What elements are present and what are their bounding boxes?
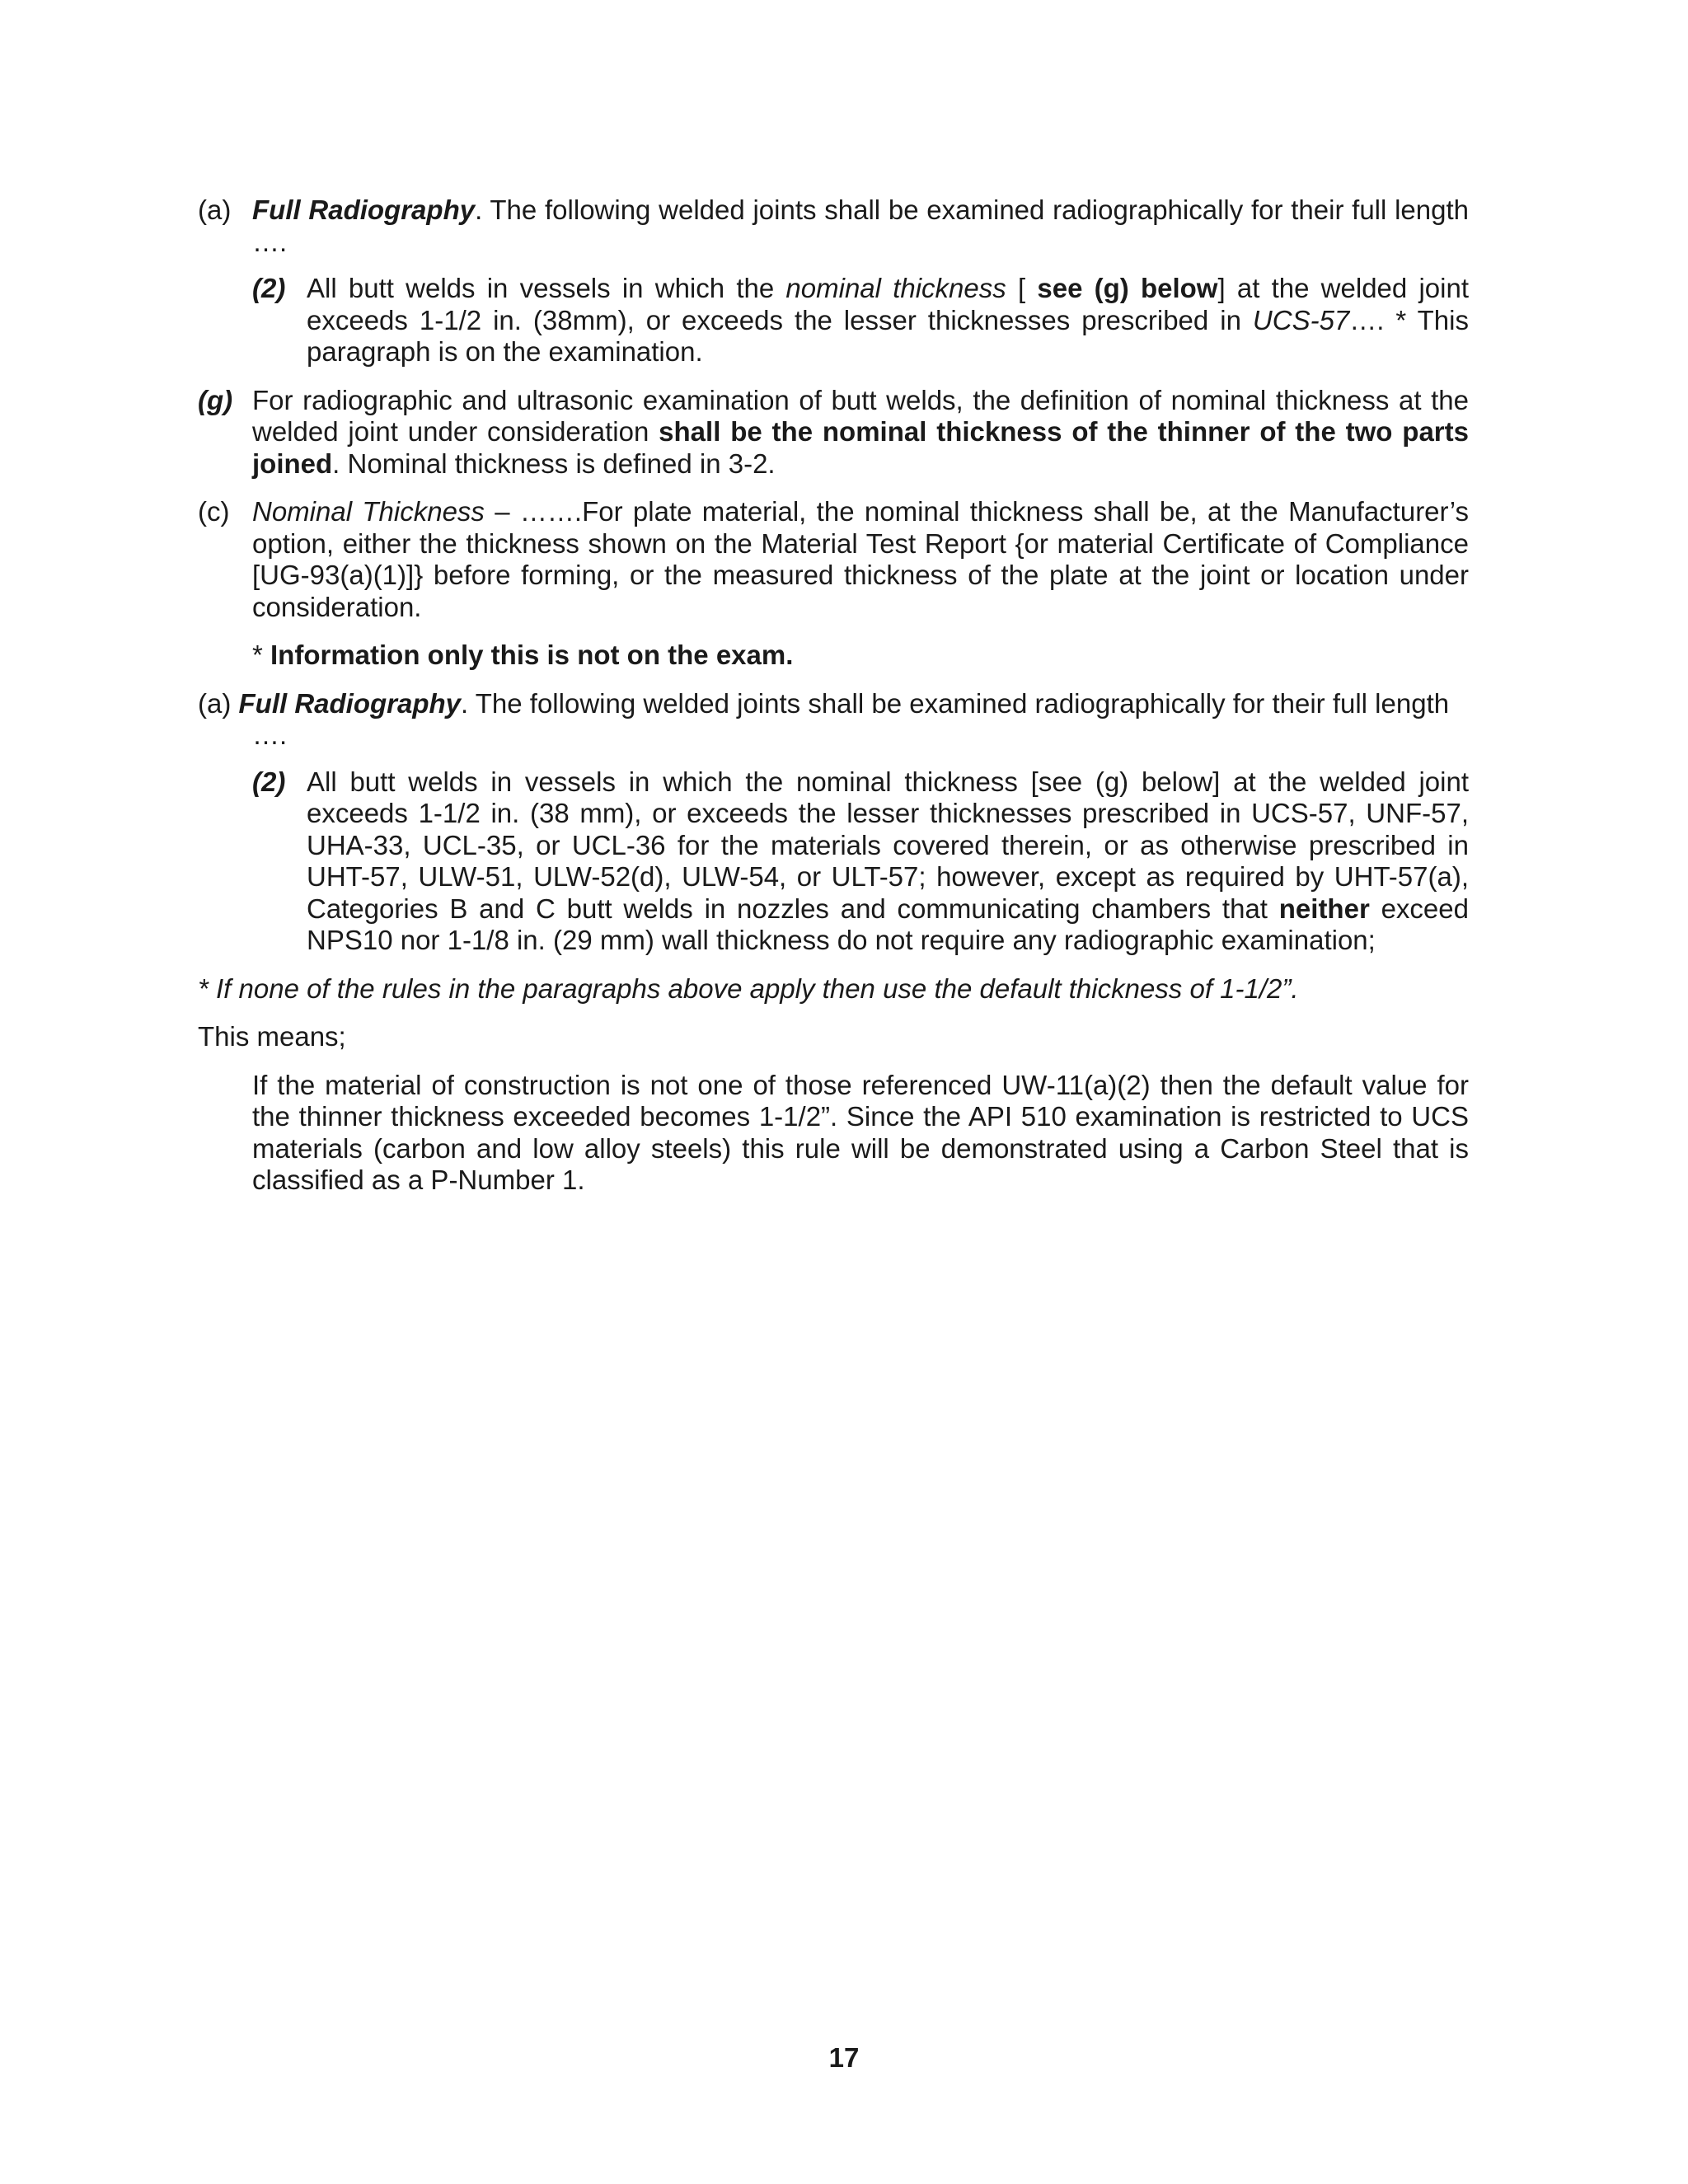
paragraph-label: (c) — [198, 496, 230, 527]
paragraph-body — [252, 194, 1469, 258]
note-text: Information only this is not on the exam. — [270, 640, 794, 670]
text-run: exceed NPS10 nor 1-1/8 in. (29 mm) wall thickness do not require any radiographic examination; — [307, 893, 1469, 955]
this-means-label: This means; — [198, 1021, 346, 1052]
explanation-paragraph: If the material of construction is not one of those referenced UW-11(a)(2) then the default value for the thinner thickness exceeded becomes 1-1/2”. Since the API 510 examination is restricted to UCS materials (carbon and low alloy steels) this rule will be demonstrated using a Carbon Steel that is classified as a P-Number 1. — [252, 1069, 1469, 1195]
note-asterisk: * — [252, 640, 271, 670]
text-run: All butt welds in vessels in which the nominal thickness [see (g) below] at the welded joint exceeds 1-1/2 in. (38 mm), or exceeds the lesser thicknesses prescribed in UCS-57, UNF-57, UHA-33, UCL-35, or UCL-36 for the materials covered therein, or as otherwise prescribed in UHT-57, ULW-51, ULW-52(d), ULW-54, or ULT-57; however, except as required by UHT-57(a), Categories B and C butt welds in nozzles and communicating chambers that — [307, 766, 1469, 924]
text-run: …. * This paragraph is on the examination. — [307, 304, 1469, 367]
text-run-bold: shall be the nominal thickness of the thinner of the two parts joined — [252, 416, 1469, 479]
information-note — [252, 640, 1469, 672]
default-thickness-note: * If none of the rules in the paragraphs above apply then use the default thickness of 1-1/2”. — [198, 972, 1299, 1004]
paragraph-body — [252, 385, 1469, 480]
paragraph-continuation: …. — [252, 719, 288, 750]
subparagraph-body — [307, 766, 1469, 957]
paragraph-body — [252, 496, 1469, 623]
subparagraph-label: (2) — [252, 273, 286, 303]
text-run-italic: nominal thickness — [785, 273, 1006, 303]
text-run: All butt welds in vessels in which the — [307, 273, 786, 303]
text-run: For radiographic and ultrasonic examination of butt welds, the definition of nominal thickness at the welded joint under consideration — [252, 384, 1469, 447]
text-run: – …….For plate material, the nominal thickness shall be, at the Manufacturer’s option, either the thickness shown on the Material Test Report {or material Certificate of Compliance [UG-93(a)(1)]} before forming, or the measured thickness of the plate at the joint or location under consideration. — [252, 496, 1469, 622]
text-run-italic: Nominal Thickness — [252, 496, 485, 527]
paragraph-g — [198, 385, 1469, 480]
subparagraph-body — [307, 273, 1469, 368]
document-body — [198, 194, 1469, 1197]
text-run: [ — [1006, 273, 1038, 303]
text-run-bold: neither — [1278, 893, 1370, 924]
text-run: . Nominal thickness is defined in 3-2. — [332, 448, 776, 479]
paragraph-c-nominal-thickness — [198, 496, 1469, 623]
paragraph-a-full-radiography — [198, 194, 1469, 258]
paragraph-a-full-radiography-repeat — [198, 688, 1469, 720]
subparagraph-2 — [252, 273, 1469, 368]
subparagraph-label: (2) — [252, 766, 286, 797]
paragraph-label: (a) — [198, 194, 232, 225]
subparagraph-2-full — [252, 766, 1469, 957]
text-run: ] at the welded joint exceeds 1-1/2 in. (38mm), or exceeds the lesser thicknesses prescribed in — [307, 273, 1469, 335]
page-number: 17 — [828, 2042, 860, 2073]
paragraph-label: (g) — [198, 384, 233, 415]
text-run-bold: see (g) below — [1037, 273, 1218, 303]
paragraph-text: . The following welded joints shall be examined radiographically for their full length …. — [252, 194, 1470, 257]
paragraph-label: (a) — [198, 687, 239, 719]
text-run-italic: UCS-57 — [1252, 304, 1350, 335]
paragraph-title: Full Radiography — [252, 194, 476, 225]
paragraph-title: Full Radiography — [238, 687, 462, 719]
paragraph-text: . The following welded joints shall be examined radiographically for their full length — [461, 687, 1450, 719]
